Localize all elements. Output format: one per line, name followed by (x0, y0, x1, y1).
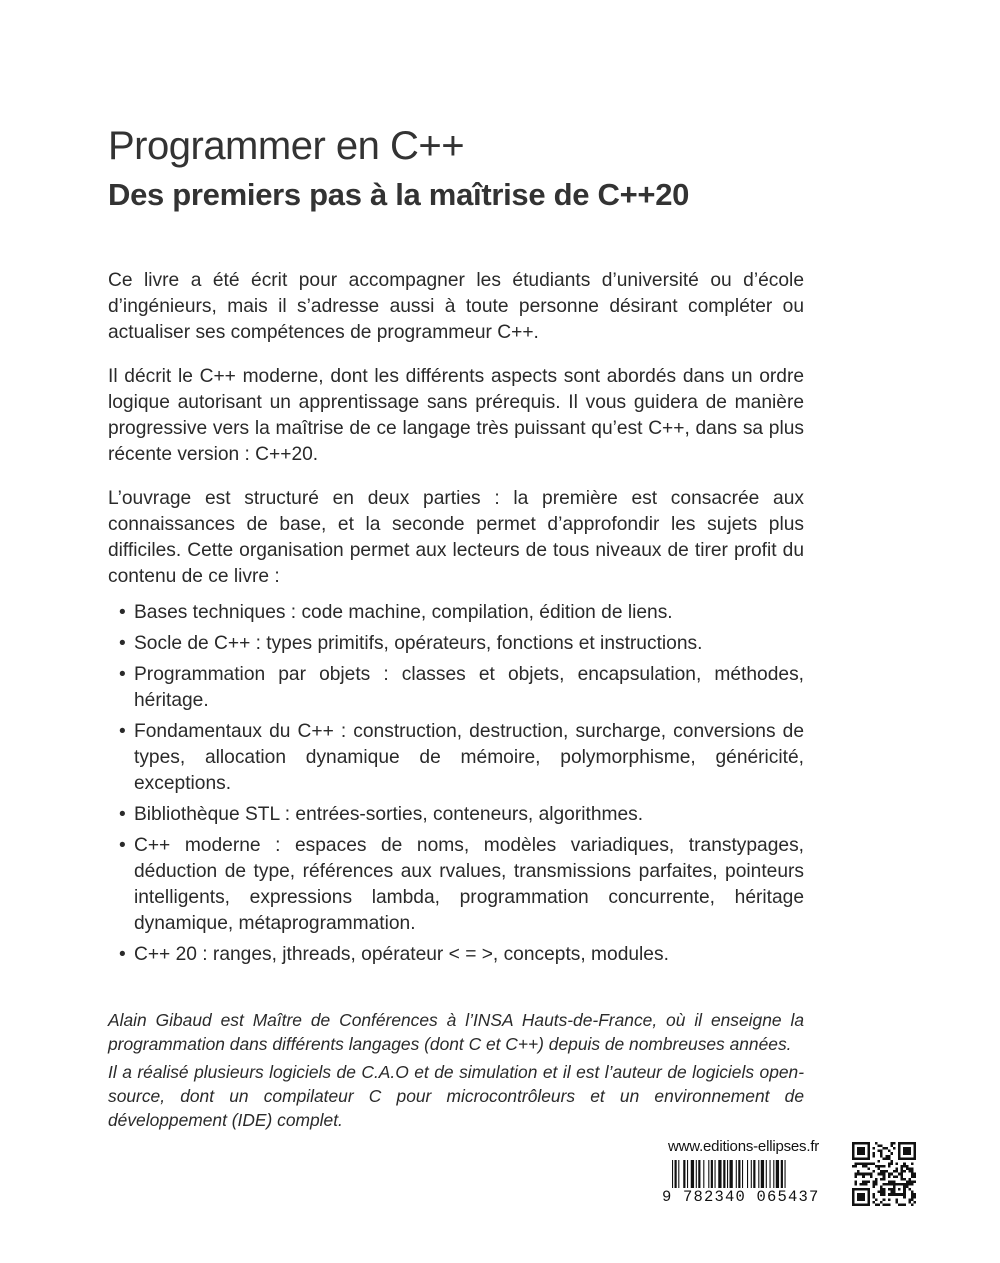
list-item-text: Programmation par objets : classes et objets, encapsulation, méthodes, héritage. (134, 664, 804, 711)
list-item (108, 719, 804, 797)
list-item-text: Bases techniques : code machine, compilation, édition de liens. (134, 602, 673, 623)
book-title: Programmer en C++ (108, 124, 465, 168)
qr-code-icon (852, 1142, 916, 1206)
back-cover-description (108, 268, 804, 973)
list-item-text: C++ 20 : ranges, jthreads, opérateur < = >, concepts, modules. (134, 944, 669, 965)
list-item (108, 833, 804, 937)
list-item (108, 631, 804, 657)
bullet-icon: • (119, 804, 126, 825)
list-item (108, 942, 804, 968)
bullet-icon: • (119, 944, 126, 965)
author-bio (108, 1008, 804, 1136)
list-item-text: Bibliothèque STL : entrées-sorties, conteneurs, algorithmes. (134, 804, 644, 825)
bullet-icon: • (119, 664, 126, 685)
list-item-text: Socle de C++ : types primitifs, opérateurs, fonctions et instructions. (134, 633, 703, 654)
book-subtitle: Des premiers pas à la maîtrise de C++20 (108, 177, 690, 212)
isbn-number: 9 782340 065437 (662, 1188, 820, 1206)
publisher-website-link[interactable]: www.editions-ellipses.fr (668, 1138, 820, 1155)
intro-paragraph: Ce livre a été écrit pour accompagner les étudiants d’université ou d’école d’ingénieurs, mais il s’adresse aussi à toute personne désirant compléter ou actualiser ses compétences de programmeur C++. (108, 270, 804, 343)
list-item (108, 662, 804, 714)
list-item-text: C++ moderne : espaces de noms, modèles variadiques, transtypages, déduction de type, références aux rvalues, transmissions parfaites, pointeurs intelligents, expressions lambda, programmation concurrente, héritage dynamique, métaprogrammation. (134, 835, 804, 934)
bullet-icon: • (119, 835, 126, 856)
topics-list (108, 600, 804, 968)
bullet-icon: • (119, 602, 126, 623)
list-item-text: Fondamentaux du C++ : construction, destruction, surcharge, conversions de types, allocation dynamique de mémoire, polymorphisme, généricité, exceptions. (134, 721, 804, 794)
description-paragraph: Il décrit le C++ moderne, dont les différents aspects sont abordés dans un ordre logique autorisant un apprentissage sans prérequis. Il vous guidera de manière progressive vers la maîtrise de ce langage très puissant qu’est C++, dans sa plus récente version : C++20. (108, 366, 804, 465)
structure-paragraph: L’ouvrage est structuré en deux parties : la première est consacrée aux connaissances de base, et la seconde permet d’approfondir les sujets plus difficiles. Cette organisation permet aux lecteurs de tous niveaux de tirer profit du contenu de ce livre : (108, 488, 804, 587)
list-item (108, 802, 804, 828)
author-bio-paragraph: Il a réalisé plusieurs logiciels de C.A.O et de simulation et il est l’auteur de logiciels open-source, dont un compilateur C pour microcontrôleurs et un environnement de développement (IDE) complet. (108, 1062, 804, 1130)
list-item (108, 600, 804, 626)
bullet-icon: • (119, 721, 126, 742)
author-bio-paragraph: Alain Gibaud est Maître de Conférences à l’INSA Hauts-de-France, où il enseigne la programmation dans différents langages (dont C et C++) depuis de nombreuses années. (108, 1010, 804, 1054)
bullet-icon: • (119, 633, 126, 654)
